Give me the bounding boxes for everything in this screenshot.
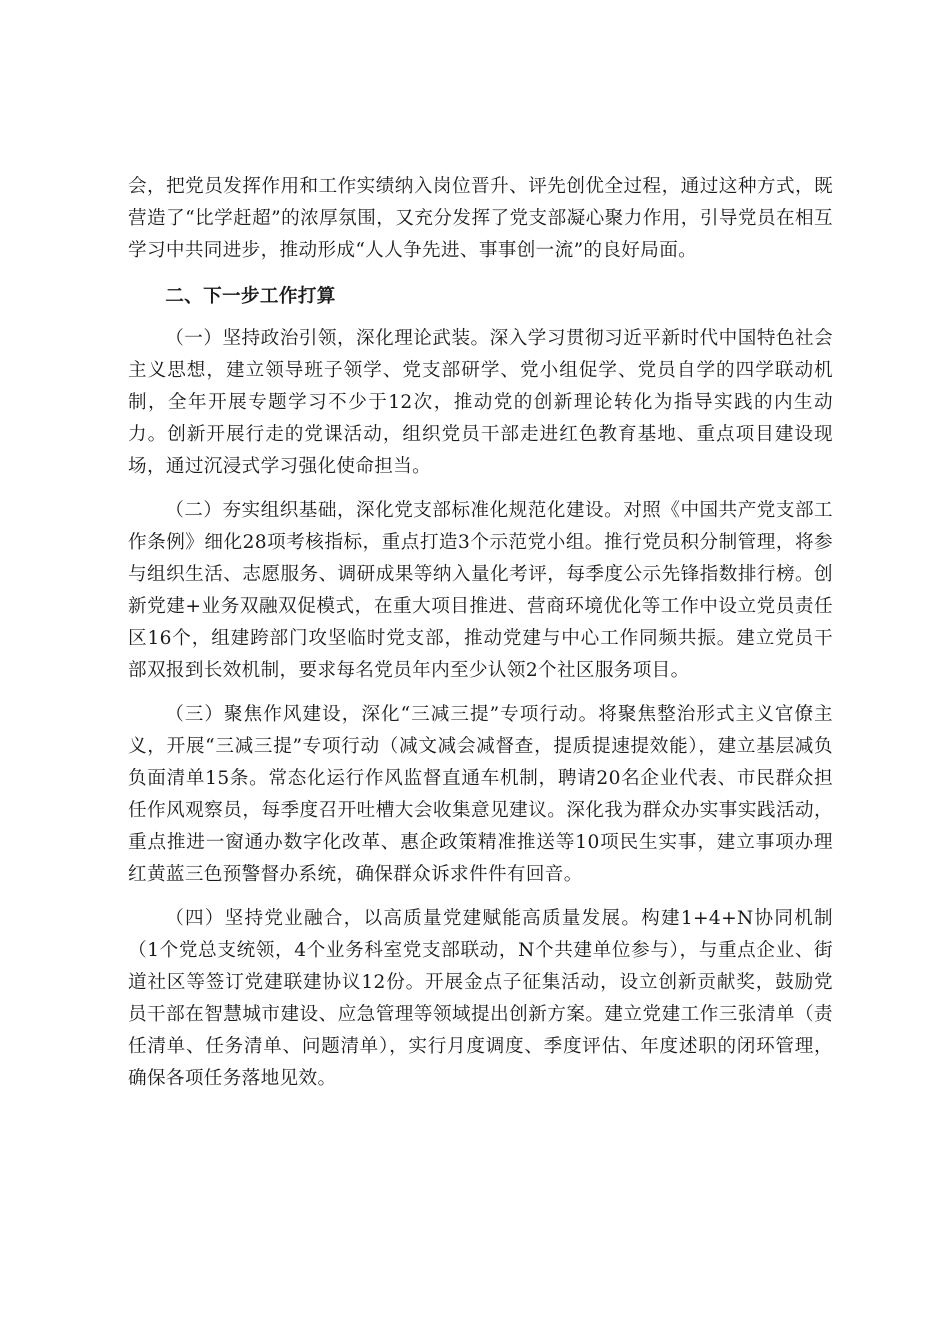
section-heading: 二、下一步工作打算 bbox=[165, 286, 336, 307]
paragraph-political-guidance: （一）坚持政治引领，深化理论武装。深入学习贯彻习近平新时代中国特色社会主义思想，建立领导班子领学、党支部研学、党小组促学、党员自学的四学联动机制，全年开展专题学习不少于12次，推动党的创新理论转化为指导实践的内生动力。创新开展行走的党课活动，组织党员干部走进红色教育基地、重点项目建设现场，通过沉浸式学习强化使命担当。 bbox=[128, 328, 833, 477]
continuation-paragraph: 会，把党员发挥作用和工作实绩纳入岗位晋升、评先创优全过程，通过这种方式，既营造了“比学赶超”的浓厚氛围，又充分发挥了党支部凝心聚力作用，引导党员在相互学习中共同进步，推动形成“人人争先进、事事创一流”的良好局面。 bbox=[128, 176, 833, 261]
document-body bbox=[128, 171, 833, 1107]
paragraph-organization-foundation: （二）夯实组织基础，深化党支部标准化规范化建设。对照《中国共产党支部工作条例》细化28项考核指标，重点打造3个示范党小组。推行党员积分制管理，将参与组织生活、志愿服务、调研成果等纳入量化考评，每季度公示先锋指数排行榜。创新党建+业务双融双促模式，在重大项目推进、营商环境优化等工作中设立党员责任区16个，组建跨部门攻坚临时党支部，推动党建与中心工作同频共振。建立党员干部双报到长效机制，要求每名党员年内至少认领2个社区服务项目。 bbox=[128, 500, 833, 681]
paragraph-work-style: （三）聚焦作风建设，深化“三减三提”专项行动。将聚焦整治形式主义官僚主义，开展“三减三提”专项行动（减文减会减督查，提质提速提效能），建立基层减负负面清单15条。常态化运行作风监督直通车机制，聘请20名企业代表、市民群众担任作风观察员，每季度召开吐槽大会收集意见建议。深化我为群众办实事实践活动，重点推进一窗通办数字化改革、惠企政策精准推送等10项民生实事，建立事项办理红黄蓝三色预警督办系统，确保群众诉求件件有回音。 bbox=[128, 704, 833, 885]
paragraph-party-business-integration: （四）坚持党业融合，以高质量党建赋能高质量发展。构建1+4+N协同机制（1个党总支统领，4个业务科室党支部联动，N个共建单位参与），与重点企业、街道社区等签订党建联建协议12份。开展金点子征集活动，设立创新贡献奖，鼓励党员干部在智慧城市建设、应急管理等领域提出创新方案。建立党建工作三张清单（责任清单、任务清单、问题清单），实行月度调度、季度评估、年度述职的闭环管理，确保各项任务落地见效。 bbox=[128, 908, 833, 1089]
